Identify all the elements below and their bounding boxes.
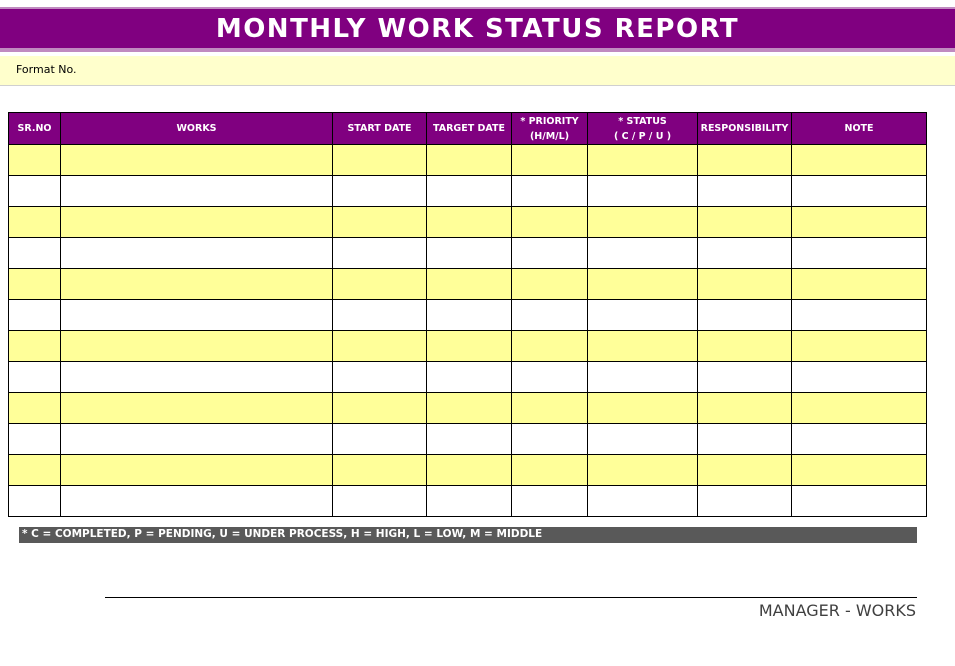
table-cell[interactable] (333, 362, 427, 393)
table-cell[interactable] (9, 269, 61, 300)
table-cell[interactable] (333, 393, 427, 424)
column-header (792, 113, 927, 145)
table-row (9, 362, 927, 393)
table-cell[interactable] (61, 145, 333, 176)
table-cell[interactable] (427, 362, 512, 393)
table-cell[interactable] (427, 331, 512, 362)
table-cell[interactable] (698, 238, 792, 269)
table-cell[interactable] (9, 486, 61, 517)
table-cell[interactable] (9, 238, 61, 269)
work-status-table (8, 112, 927, 517)
table-row (9, 145, 927, 176)
table-cell[interactable] (427, 145, 512, 176)
table-cell[interactable] (9, 145, 61, 176)
table-cell[interactable] (588, 145, 698, 176)
table-cell[interactable] (61, 269, 333, 300)
table-cell[interactable] (588, 269, 698, 300)
table-cell[interactable] (333, 300, 427, 331)
table-cell[interactable] (512, 362, 588, 393)
table-cell[interactable] (512, 269, 588, 300)
table-cell[interactable] (333, 424, 427, 455)
table-cell[interactable] (698, 176, 792, 207)
table-cell[interactable] (588, 207, 698, 238)
table-cell[interactable] (9, 331, 61, 362)
format-number-label: Format No. (16, 63, 77, 76)
table-cell[interactable] (9, 362, 61, 393)
table-cell[interactable] (792, 207, 927, 238)
table-cell[interactable] (792, 300, 927, 331)
signature-label: MANAGER - WORKS (758, 601, 916, 620)
table-cell[interactable] (792, 455, 927, 486)
table-cell[interactable] (61, 486, 333, 517)
table-cell[interactable] (792, 176, 927, 207)
column-header-label: * STATUS (618, 115, 667, 127)
table-cell[interactable] (427, 486, 512, 517)
table-cell[interactable] (512, 331, 588, 362)
table-header-row (9, 113, 927, 145)
table-row (9, 393, 927, 424)
column-header-label: START DATE (347, 123, 412, 134)
table-cell[interactable] (333, 486, 427, 517)
column-header-label: TARGET DATE (433, 123, 505, 134)
table-cell[interactable] (512, 424, 588, 455)
table-cell[interactable] (61, 207, 333, 238)
table-cell[interactable] (512, 393, 588, 424)
table-cell[interactable] (61, 424, 333, 455)
table-cell[interactable] (792, 331, 927, 362)
column-header (698, 113, 792, 145)
table-cell[interactable] (698, 362, 792, 393)
table-row (9, 424, 927, 455)
table-cell[interactable] (61, 238, 333, 269)
table-row (9, 455, 927, 486)
table-cell[interactable] (61, 455, 333, 486)
table-cell[interactable] (698, 424, 792, 455)
legend-note: * C = COMPLETED, P = PENDING, U = UNDER PROCESS, H = HIGH, L = LOW, M = MIDDLE (19, 527, 917, 543)
column-header-label: RESPONSIBILITY (700, 123, 789, 134)
table-cell[interactable] (588, 176, 698, 207)
table-cell[interactable] (792, 486, 927, 517)
table-row (9, 486, 927, 517)
table-cell[interactable] (698, 393, 792, 424)
column-header (588, 113, 698, 145)
table-cell[interactable] (512, 455, 588, 486)
table-cell[interactable] (512, 238, 588, 269)
table-cell[interactable] (427, 424, 512, 455)
table-cell[interactable] (698, 486, 792, 517)
table-row (9, 300, 927, 331)
table-row (9, 207, 927, 238)
table-cell[interactable] (333, 145, 427, 176)
column-header-label: NOTE (844, 123, 874, 134)
table-cell[interactable] (333, 238, 427, 269)
format-row (0, 56, 955, 86)
table-cell[interactable] (698, 145, 792, 176)
table-row (9, 269, 927, 300)
column-header (333, 113, 427, 145)
signature-line (105, 597, 917, 598)
column-header (512, 113, 588, 145)
column-header-sublabel: (H/M/L) (529, 130, 570, 142)
table-cell[interactable] (792, 393, 927, 424)
table-cell[interactable] (427, 176, 512, 207)
table-cell[interactable] (588, 362, 698, 393)
column-header (61, 113, 333, 145)
table-cell[interactable] (512, 300, 588, 331)
table-cell[interactable] (333, 455, 427, 486)
title-bar (0, 7, 955, 52)
table-cell[interactable] (512, 176, 588, 207)
table-cell[interactable] (512, 486, 588, 517)
column-header (9, 113, 61, 145)
table-body (9, 145, 927, 517)
table-row (9, 238, 927, 269)
table-cell[interactable] (9, 300, 61, 331)
table-cell[interactable] (427, 207, 512, 238)
table-cell[interactable] (9, 176, 61, 207)
table-cell[interactable] (9, 424, 61, 455)
table-cell[interactable] (588, 300, 698, 331)
table-row (9, 176, 927, 207)
table-cell[interactable] (9, 393, 61, 424)
column-header-sublabel: ( C / P / U ) (613, 130, 672, 142)
table-cell[interactable] (61, 393, 333, 424)
table-cell[interactable] (427, 300, 512, 331)
table-cell[interactable] (9, 207, 61, 238)
table-cell[interactable] (792, 145, 927, 176)
table-cell[interactable] (698, 331, 792, 362)
table-cell[interactable] (61, 331, 333, 362)
table-cell[interactable] (427, 393, 512, 424)
table-cell[interactable] (792, 269, 927, 300)
table-cell[interactable] (698, 207, 792, 238)
table-cell[interactable] (792, 424, 927, 455)
table-cell[interactable] (333, 176, 427, 207)
report-title: MONTHLY WORK STATUS REPORT (215, 13, 740, 44)
table-cell[interactable] (333, 207, 427, 238)
table-cell[interactable] (698, 300, 792, 331)
table-cell[interactable] (698, 269, 792, 300)
table-cell[interactable] (427, 455, 512, 486)
table-cell[interactable] (61, 300, 333, 331)
column-header (427, 113, 512, 145)
column-header-label: WORKS (176, 123, 217, 134)
table-cell[interactable] (61, 176, 333, 207)
table-cell[interactable] (9, 455, 61, 486)
table-cell[interactable] (588, 393, 698, 424)
table-cell[interactable] (588, 486, 698, 517)
table-cell[interactable] (588, 455, 698, 486)
table-cell[interactable] (588, 331, 698, 362)
table-cell[interactable] (698, 455, 792, 486)
table-row (9, 331, 927, 362)
table-cell[interactable] (512, 207, 588, 238)
column-header-label: * PRIORITY (520, 115, 579, 127)
table-cell[interactable] (333, 269, 427, 300)
table-cell[interactable] (427, 269, 512, 300)
table-cell[interactable] (333, 331, 427, 362)
table-cell[interactable] (588, 424, 698, 455)
table-cell[interactable] (61, 362, 333, 393)
table-cell[interactable] (427, 238, 512, 269)
table-cell[interactable] (792, 238, 927, 269)
table-cell[interactable] (512, 145, 588, 176)
column-header-label: SR.NO (17, 123, 52, 134)
table-cell[interactable] (792, 362, 927, 393)
table-cell[interactable] (588, 238, 698, 269)
